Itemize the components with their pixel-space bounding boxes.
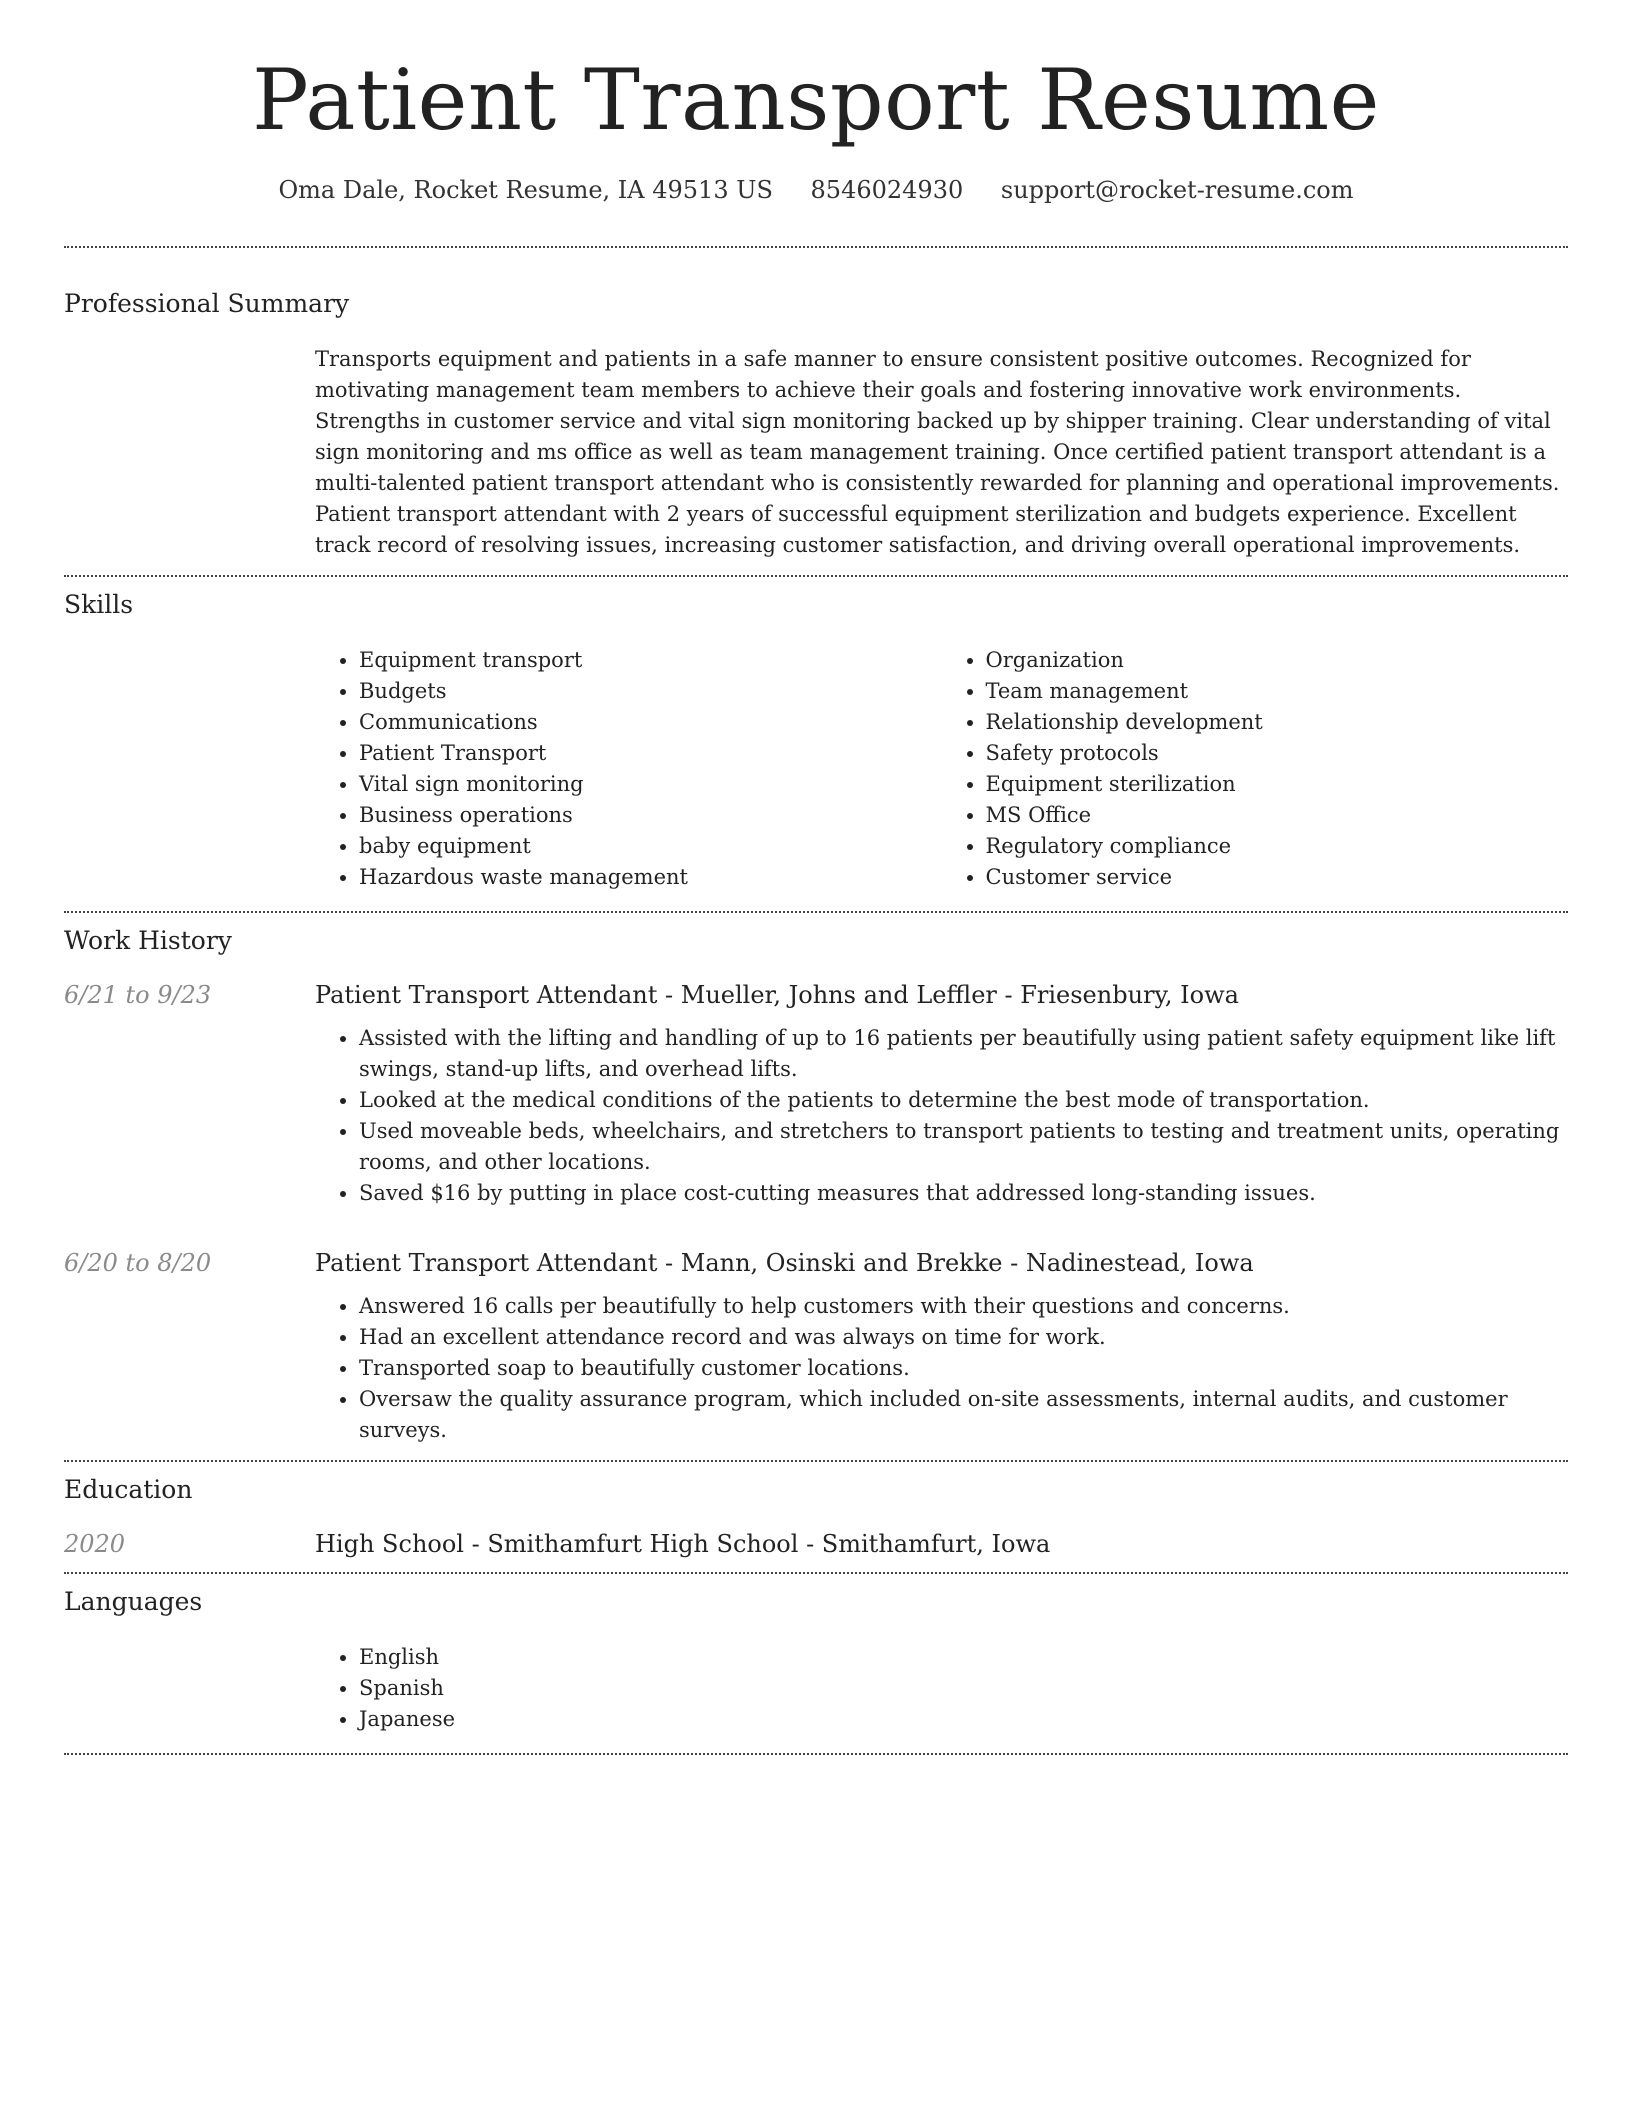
job-bullets [315, 1291, 1568, 1446]
contact-line [64, 174, 1568, 206]
skills-heading: Skills [64, 590, 134, 619]
summary-content [315, 344, 1568, 561]
skill-item: • Budgets [359, 676, 942, 707]
contact-address: Oma Dale, Rocket Resume, IA 49513 US [278, 176, 773, 204]
skills-section [64, 577, 1568, 893]
skill-item: • Organization [986, 645, 1569, 676]
summary-text: Transports equipment and patients in a safe manner to ensure consistent positive outcomes. Recognized for motivating management team members to achieve their goals and fostering innovative work environments. Strengths in customer service and vital sign monitoring backed up by shipper training. Clear understanding of vital sign monitoring and ms office as well as team management training. Once certified patient transport attendant is a multi-talented patient transport attendant who is consistently rewarded for planning and operational improvements. Patient transport attendant with 2 years of successful equipment sterilization and budgets experience. Excellent track record of resolving issues, increasing customer satisfaction, and driving overall operational improvements. [315, 347, 1560, 557]
job-bullet: • Saved $16 by putting in place cost-cutting measures that addressed long-standing issues. [359, 1178, 1568, 1209]
skill-item: • Relationship development [986, 707, 1569, 738]
skill-item: • Equipment transport [359, 645, 942, 676]
skill-item: • Communications [359, 707, 942, 738]
skills-list-right [942, 645, 1569, 893]
skill-item: • Vital sign monitoring [359, 769, 942, 800]
job-bullet: • Assisted with the lifting and handling of up to 16 patients per beautifully using patient safety equipment like lift swings, stand-up lifts, and overhead lifts. [359, 1023, 1568, 1085]
languages-section [64, 1574, 1568, 1735]
job-bullet: • Looked at the medical conditions of the patients to determine the best mode of transportation. [359, 1085, 1568, 1116]
skill-item: • Safety protocols [986, 738, 1569, 769]
job-title-line: Patient Transport Attendant - Mann, Osinski and Brekke - Nadinestead, Iowa [315, 1249, 1254, 1277]
education-year: 2020 [64, 1530, 126, 1558]
skill-item: • Equipment sterilization [986, 769, 1569, 800]
skills-list-left [315, 645, 942, 893]
skill-item: • Customer service [986, 862, 1569, 893]
job-dates: 6/20 to 8/20 [64, 1249, 212, 1277]
skill-item: • Patient Transport [359, 738, 942, 769]
summary-section [64, 248, 1568, 561]
contact-phone: 8546024930 [810, 176, 964, 204]
education-line: High School - Smithamfurt High School - Smithamfurt, Iowa [315, 1530, 1051, 1558]
divider [64, 1753, 1568, 1755]
education-section [64, 1462, 1568, 1558]
summary-heading: Professional Summary [64, 289, 350, 318]
work-heading: Work History [64, 926, 232, 955]
skill-item: • baby equipment [359, 831, 942, 862]
language-item: • Spanish [359, 1673, 1568, 1704]
education-entry [64, 1530, 1568, 1558]
job-entry [64, 1249, 1568, 1446]
job-bullet: • Oversaw the quality assurance program, which included on-site assessments, internal audits, and customer surveys. [359, 1384, 1568, 1446]
job-dates: 6/21 to 9/23 [64, 981, 212, 1009]
job-header [64, 981, 1568, 1009]
languages-heading: Languages [64, 1587, 203, 1616]
skill-item: • MS Office [986, 800, 1569, 831]
skill-item: • Team management [986, 676, 1569, 707]
resume-title: Patient Transport Resume [252, 51, 1380, 149]
job-title-line: Patient Transport Attendant - Mueller, Johns and Leffler - Friesenbury, Iowa [315, 981, 1239, 1009]
job-bullet: • Transported soap to beautifully customer locations. [359, 1353, 1568, 1384]
contact-email: support@rocket-resume.com [1000, 176, 1354, 204]
skill-item: • Regulatory compliance [986, 831, 1569, 862]
job-bullets [315, 1023, 1568, 1209]
job-bullet: • Answered 16 calls per beautifully to help customers with their questions and concerns. [359, 1291, 1568, 1322]
languages-list [315, 1642, 1568, 1735]
languages-content [315, 1642, 1568, 1735]
job-entry [64, 981, 1568, 1209]
skill-item: • Hazardous waste management [359, 862, 942, 893]
job-header [64, 1249, 1568, 1277]
language-item: • English [359, 1642, 1568, 1673]
resume-page [64, 0, 1568, 1755]
work-section [64, 913, 1568, 1446]
language-item: • Japanese [359, 1704, 1568, 1735]
job-bullet: • Used moveable beds, wheelchairs, and stretchers to transport patients to testing and treatment units, operating rooms, and other locations. [359, 1116, 1568, 1178]
job-bullet: • Had an excellent attendance record and was always on time for work. [359, 1322, 1568, 1353]
skills-grid [315, 645, 1568, 893]
education-heading: Education [64, 1475, 193, 1504]
skill-item: • Business operations [359, 800, 942, 831]
